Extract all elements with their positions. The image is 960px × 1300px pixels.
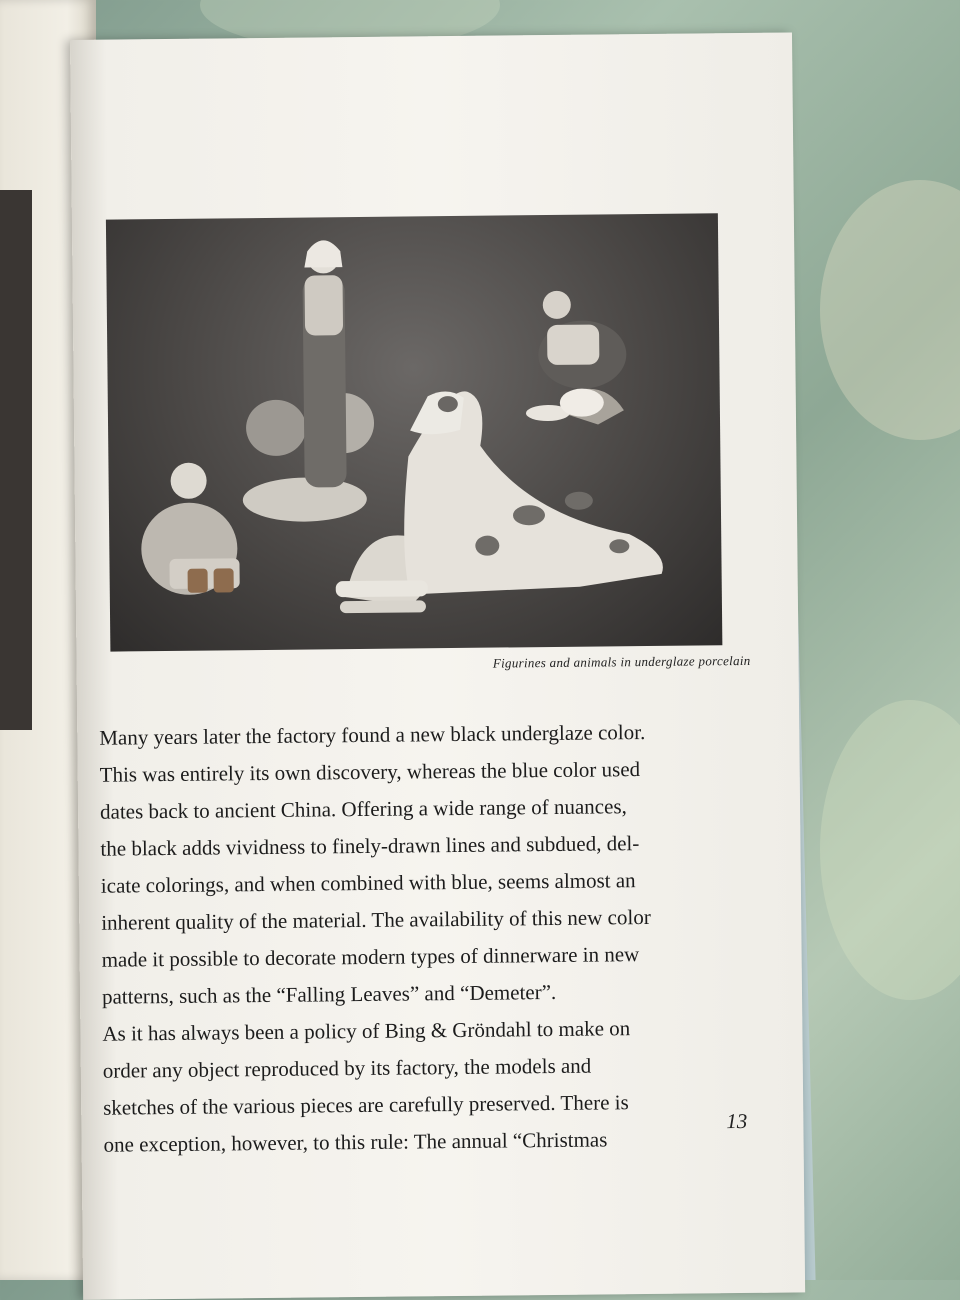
text-line: made it possible to decorate modern types of dinnerware in new <box>101 942 640 972</box>
text-line: sketches of the various pieces are carefully preserved. There is <box>103 1090 629 1120</box>
figurines-illustration <box>106 213 722 651</box>
book-page <box>70 32 805 1299</box>
text-line: Many years later the factory found a new black underglaze color. <box>99 720 646 750</box>
left-page-photo-edge <box>0 190 32 730</box>
photo-caption: Figurines and animals in underglaze porcelain <box>492 652 751 671</box>
text-line: This was entirely its own discovery, whereas the blue color used <box>99 757 641 787</box>
text-line: As it has always been a policy of Bing & Gröndahl to make on <box>102 1016 631 1046</box>
body-text <box>99 713 764 1164</box>
text-line: inherent quality of the material. The availability of this new color <box>101 904 651 935</box>
background-texture <box>820 700 960 1000</box>
text-line: icate colorings, and when combined with blue, seems almost an <box>100 868 636 898</box>
text-line: patterns, such as the “Falling Leaves” and “Demeter”. <box>101 979 557 1009</box>
porcelain-figurines-photo <box>106 213 722 651</box>
background-texture <box>820 180 960 440</box>
page-number: 13 <box>726 1108 748 1134</box>
text-line: dates back to ancient China. Offering a wide range of nuances, <box>99 794 627 824</box>
text-line: order any object reproduced by its factory, the models and <box>102 1053 592 1083</box>
text-line: the black adds vividness to finely-drawn lines and subdued, del- <box>100 831 640 861</box>
text-line: one exception, however, to this rule: The annual “Christmas <box>103 1127 608 1157</box>
